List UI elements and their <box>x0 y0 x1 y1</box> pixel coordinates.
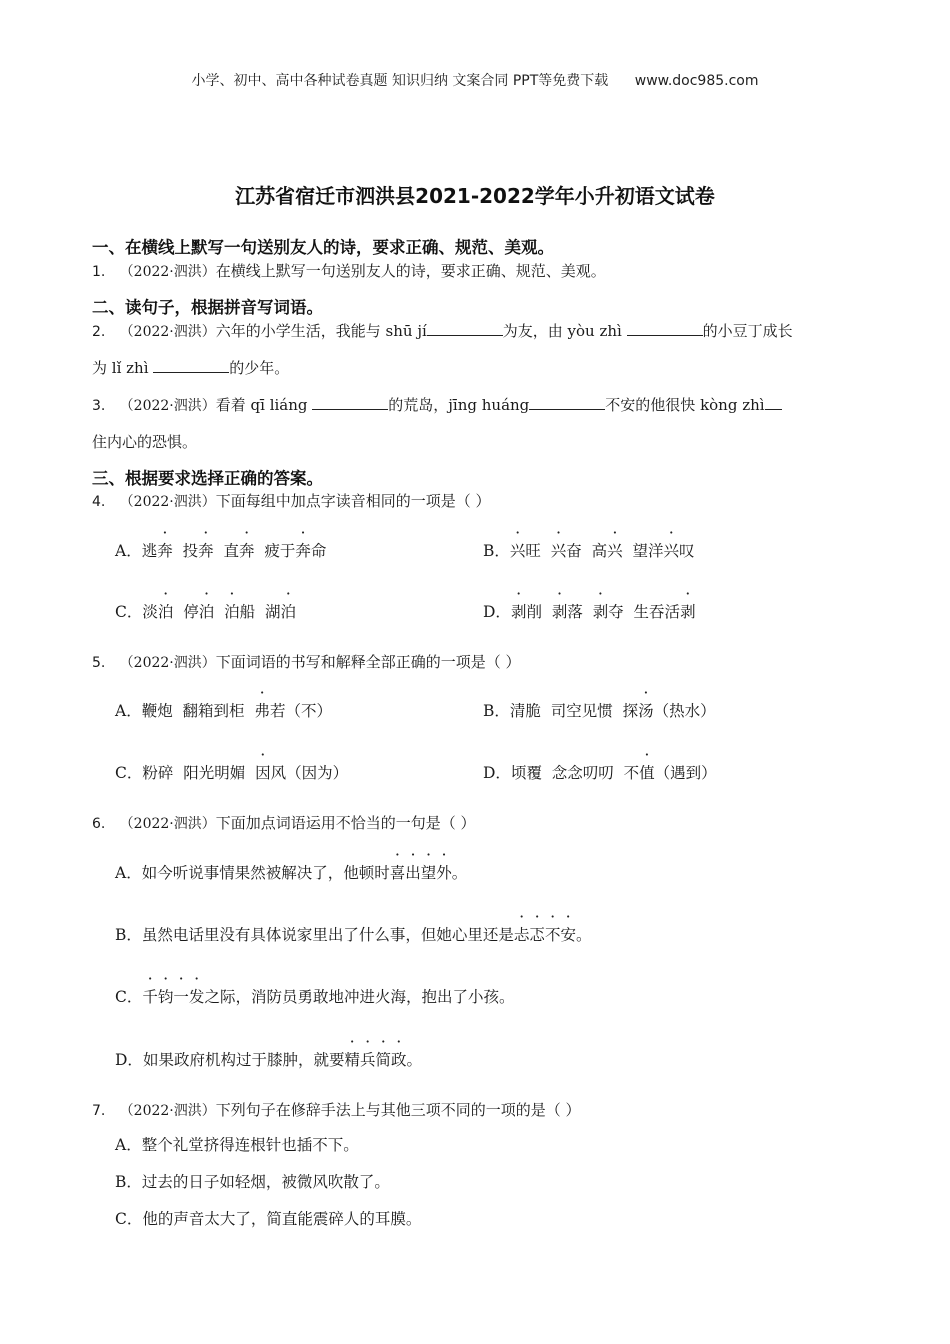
option-text: B． <box>483 542 510 560</box>
option-7b[interactable]: B．过去的日子如轻烟，被微风吹散了。 <box>115 1173 390 1191</box>
emphasis-char: 钧 <box>157 988 174 1006</box>
option-text: 旺 <box>525 542 551 560</box>
option-text: 清脆 司空见惯 探 <box>509 702 639 720</box>
option-5a[interactable] <box>115 699 332 721</box>
question-2: 2. （2022·泗洪）六年的小学生活，我能与 shū jí 为友，由 yòu zhì 的小豆丁成长 <box>92 322 793 340</box>
emphasis-char: 望 <box>420 864 437 882</box>
option-6b[interactable] <box>115 923 591 945</box>
emphasis-char: 千 <box>142 988 158 1006</box>
option-text: 。 <box>406 1051 423 1069</box>
emphasis-char: 忑 <box>529 926 545 944</box>
page-title: 江苏省宿迁市泗洪县2021-2022学年小升初语文试卷 <box>235 184 715 208</box>
option-text <box>390 864 452 882</box>
emphasis-char: 值 <box>639 764 655 782</box>
option-text: A． <box>115 542 142 560</box>
option-4a[interactable] <box>115 539 326 561</box>
emphasis-char: 外 <box>436 864 452 882</box>
emphasis-char: 一 <box>173 988 189 1006</box>
question-source: （2022·泗洪） <box>119 264 216 280</box>
emphasis-char: 出 <box>405 864 421 882</box>
answer-blank[interactable] <box>627 321 703 336</box>
option-text: 之际，消防员勇敢地冲进火海，抱出了小孩。 <box>204 988 515 1006</box>
emphasis-char: 奔 <box>157 542 173 560</box>
option-text: 船 湖 <box>239 603 281 621</box>
emphasis-char: 兴 <box>509 542 526 560</box>
answer-blank[interactable] <box>765 395 782 410</box>
emphasis-char: 喜 <box>389 864 406 882</box>
emphasis-char: 泊 <box>198 603 215 621</box>
question-7: 7. （2022·泗洪）下列句子在修辞手法上与其他三项不同的一项的是（ ） <box>92 1101 581 1119</box>
emphasis-char: 因 <box>255 764 271 782</box>
option-7c[interactable]: C．他的声音太大了，简直能震碎人的耳膜。 <box>115 1210 422 1228</box>
option-text: D． <box>483 764 511 782</box>
answer-blank[interactable] <box>312 395 388 410</box>
option-text: 。 <box>451 864 468 882</box>
emphasis-char: 奔 <box>198 542 214 560</box>
option-text: C． <box>115 603 143 621</box>
option-text: 望洋 <box>622 542 664 560</box>
emphasis-char: 精 <box>344 1051 360 1069</box>
question-2-continued: 为 lǐ zhì 的少年。 <box>92 359 290 377</box>
emphasis-char: 兴 <box>607 542 623 560</box>
option-text: 命 <box>310 542 327 560</box>
option-text: 鞭炮 翻箱到柜 <box>141 702 255 720</box>
question-3: 3. （2022·泗洪）看着 qī liáng 的荒岛，jīng huáng 不安的他很快 kòng zhì <box>92 394 782 415</box>
option-text: C． <box>115 764 143 782</box>
option-text <box>214 603 224 621</box>
answer-blank[interactable] <box>153 358 229 373</box>
question-4: 4. （2022·泗洪）下面每组中加点字读音相同的一项是（ ） <box>92 492 491 510</box>
emphasis-char: 兴 <box>550 542 567 560</box>
emphasis-char: 泊 <box>157 603 174 621</box>
answer-blank[interactable] <box>529 395 605 410</box>
answer-blank[interactable] <box>427 321 503 336</box>
option-text: 夺 生吞活 <box>608 603 681 621</box>
header-site[interactable]: www.doc985.com <box>634 73 759 89</box>
option-text: 虽然电话里没有具体说家里出了什么事，但她心里还是 <box>141 926 514 944</box>
option-text: B． <box>115 926 142 944</box>
emphasis-char: 兴 <box>663 542 680 560</box>
option-4c[interactable] <box>115 600 296 622</box>
emphasis-char: 汤 <box>638 702 654 720</box>
option-text: 停 <box>173 603 199 621</box>
option-5d[interactable] <box>483 761 717 783</box>
emphasis-char: 剥 <box>680 603 696 621</box>
option-text: D． <box>483 603 511 621</box>
option-text: 投 <box>172 542 199 560</box>
option-text: 叹 <box>679 542 695 560</box>
option-text: A． <box>115 702 142 720</box>
option-text: （遇到） <box>654 764 717 782</box>
emphasis-char: 奔 <box>295 542 311 560</box>
emphasis-char: 奔 <box>238 542 255 560</box>
option-text: 如果政府机构过于膝肿，就要 <box>142 1051 345 1069</box>
option-text: 疲于 <box>254 542 296 560</box>
emphasis-char: 兵 <box>359 1051 376 1069</box>
question-3-continued: 住内心的恐惧。 <box>92 433 198 451</box>
emphasis-char: 发 <box>188 988 205 1006</box>
option-4b[interactable] <box>483 539 695 561</box>
option-text <box>514 926 576 944</box>
header-text: 小学、初中、高中各种试卷真题 知识归纳 文案合同 PPT等免费下载 <box>191 73 609 89</box>
option-6c[interactable] <box>115 985 514 1007</box>
emphasis-char: 简 <box>375 1051 391 1069</box>
option-text: C． <box>115 988 143 1006</box>
option-text: 直 <box>213 542 239 560</box>
option-4d[interactable] <box>483 600 696 622</box>
emphasis-char: 剥 <box>592 603 609 621</box>
option-text: 逃 <box>141 542 158 560</box>
question-5: 5. （2022·泗洪）下面词语的书写和解释全部正确的一项是（ ） <box>92 653 521 671</box>
option-text: 风（因为） <box>270 764 349 782</box>
emphasis-char: 安 <box>560 926 576 944</box>
emphasis-char: 剥 <box>551 603 568 621</box>
option-text <box>344 1051 406 1069</box>
option-5c[interactable] <box>115 761 348 783</box>
question-1: 1. （2022·泗洪）在横线上默写一句送别友人的诗，要求正确、规范、美观。 <box>92 262 606 280</box>
section-heading-3: 三、根据要求选择正确的答案。 <box>92 469 323 488</box>
option-text: （热水） <box>653 702 716 720</box>
option-5b[interactable] <box>483 699 716 721</box>
option-text: 。 <box>575 926 592 944</box>
emphasis-char: 忐 <box>513 926 530 944</box>
section-heading-2: 二、读句子，根据拼音写词语。 <box>92 298 323 317</box>
option-text: D． <box>115 1051 143 1069</box>
emphasis-char: 剥 <box>510 603 527 621</box>
option-6a[interactable] <box>115 861 467 883</box>
section-heading-1: 一、在横线上默写一句送别友人的诗，要求正确、规范、美观。 <box>92 238 554 257</box>
option-text: 淡 <box>142 603 158 621</box>
option-text <box>142 988 204 1006</box>
option-text: 粉碎 阳光明媚 <box>142 764 256 782</box>
option-text: A． <box>115 864 142 882</box>
option-text: 顷覆 念念叨叨 不 <box>510 764 640 782</box>
emphasis-char: 不 <box>544 926 561 944</box>
option-text: 如今听说事情果然被解决了，他顿时 <box>141 864 390 882</box>
page-header <box>0 70 950 90</box>
emphasis-char: 泊 <box>224 603 240 621</box>
option-text: 若（不） <box>269 702 332 720</box>
option-6d[interactable] <box>115 1048 422 1070</box>
option-7a[interactable]: A．整个礼堂挤得连根针也插不下。 <box>115 1136 359 1154</box>
option-text: B． <box>483 702 510 720</box>
emphasis-char: 政 <box>391 1051 407 1069</box>
option-text: 落 <box>567 603 593 621</box>
emphasis-char: 泊 <box>280 603 297 621</box>
option-text: 削 <box>526 603 552 621</box>
emphasis-char: 弗 <box>254 702 270 720</box>
option-text: 奋 高 <box>566 542 608 560</box>
question-6: 6. （2022·泗洪）下面加点词语运用不恰当的一句是（ ） <box>92 814 476 832</box>
